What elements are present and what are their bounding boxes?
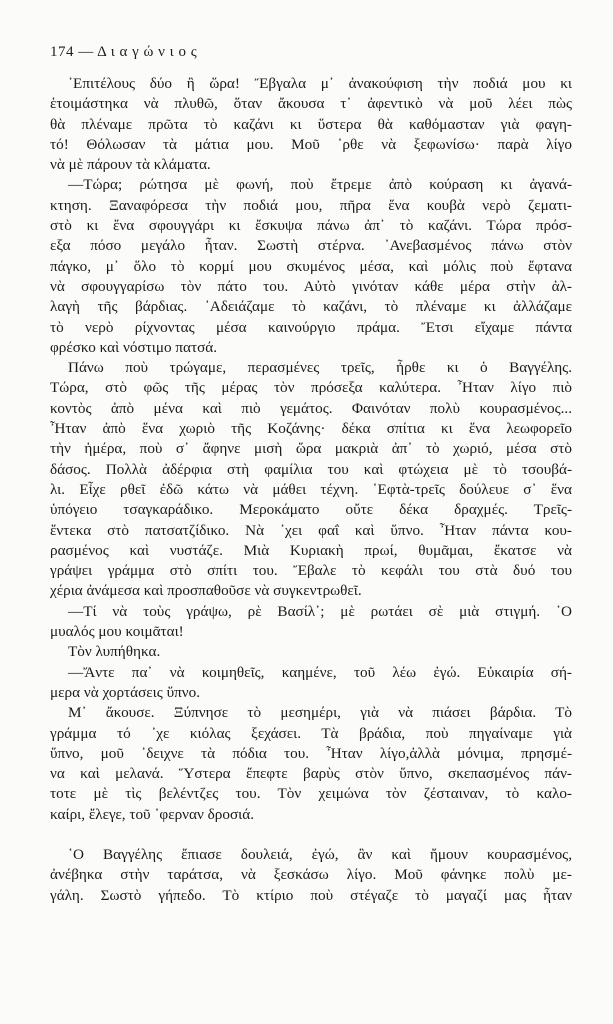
text-line: λαγὴ τῆς βάρδιας. ᾽Αδειάζαμε τὸ καζάνι, τὸ πλέναμε κι ἀλλάζαμε — [50, 298, 572, 316]
text-line: ρασμένος καὶ νυστάζε. Μιὰ Κυριακὴ πρωί, θυμᾶμαι, ἔκατσε νὰ — [50, 541, 572, 559]
text-line: Πάνω ποὺ τρώγαμε, περασμένες τρεῖς, ἦρθε κι ὁ Βαγγέλης. — [68, 359, 572, 377]
text-line: δάσος. Πολλὰ ἀδέρφια στὴ φαμίλια του καὶ φτώχεια μὲ τὸ τσουβά- — [50, 460, 572, 478]
text-line: ᾽Επιτέλους δύο ἢ ὥρα! Ἔβγαλα μ᾽ ἀνακούφιση τὴν ποδιά μου κι — [68, 75, 572, 92]
text-line: χέρια ἀνάμεσα καὶ προσπαθοῦσε νὰ συγκεντρωθεῖ. — [50, 582, 362, 600]
text-line: γράμμα τό ᾽χε κιόλας ξεχάσει. Τὰ βράδια, ποὺ πηγαίναμε γιὰ — [50, 724, 572, 742]
text-line: —Τώρα; ρώτησα μὲ φωνή, ποὺ ἔτρεμε ἀπὸ κούραση κι ἀγανά- — [68, 176, 572, 194]
text-line: —Ἄντε πα᾽ νὰ κοιμηθεῖς, καημένε, τοῦ λέω ἐγώ. Εὐκαιρία σή- — [68, 663, 572, 681]
text-line: στὸ κι ἕνα σφουγγάρι κι ἔσκυψα πάνω ἀπ᾽ τὸ καζάνι. Τώρα πρόσ- — [50, 217, 572, 235]
text-line: τὸ νερὸ ρίχνοντας μέσα καινούργιο πράμα. Ἔτσι εἴχαμε πάντα — [50, 318, 572, 336]
text-line: να καὶ μελανά. Ὕστερα ἔπεφτε βαρὺς στὸν ὕπνο, σκεπασμένος πάν- — [50, 765, 572, 783]
text-line: νὰ σφουγγαρίσω τὸν πάτο του. Αὐτὸ γινόταν κάθε μέρα στὴν ἀλ- — [50, 277, 572, 295]
text-line: Ἦταν ἀπὸ ἕνα χωριὸ τῆς Κοζάνης· δέκα σπίτια κι ἕνα λεωφορεῖο — [50, 420, 572, 438]
paragraph — [50, 703, 572, 825]
text-line: μερα νὰ χορτάσεις ὕπνο. — [50, 683, 201, 701]
text-line: ἑτοιμάστηκα νὰ πλυθῶ, ὅταν ἄκουσα τ᾽ ἀφεντικὸ νὰ μοῦ λέει πὼς — [50, 95, 572, 113]
paragraph — [50, 358, 572, 602]
paragraph — [50, 74, 572, 175]
text-line: καίρι, ἔλεγε, τοῦ ᾽φερναν δροσιά. — [50, 805, 255, 823]
text-line: ὑπόγειο τσαγκαράδικο. Μεροκάματο οὔτε δέκα δραχμές. Τρεῖς- — [50, 501, 572, 519]
text-line: —Τί νὰ τοὺς γράψω, ρὲ Βασίλ᾽; μὲ ρωτάει σὲ μιὰ στιγμή. ῾Ο — [68, 602, 572, 620]
text-line: τό! Θόλωσαν τὰ μάτια μου. Μοῦ ᾽ρθε νὰ ξεφωνίσω· παρὰ λίγο — [50, 135, 572, 153]
paragraph — [50, 642, 572, 662]
text-line: τοτε μὲ τὶς βελέντζες του. Τὸν χειμώνα τὸν ζέσταιναν, τὸ καλο- — [50, 785, 572, 803]
text-line: γράψει γράμμα στὸ σπίτι του. Ἔβαλε τὸ κεφάλι του στὰ δυό του — [50, 562, 572, 580]
text-line: ἀνέβηκα στὴν ταράτσα, νὰ ξεσκάσω λίγο. Μοῦ φάνηκε πολὺ με- — [50, 866, 572, 884]
text-line: ἕντεκα στὸ πατσατζίδικο. Νὰ ᾽χει φαΐ καὶ ὕπνο. Ἦταν πάντα κου- — [50, 521, 572, 539]
text-line: ῾Ο Βαγγέλης ἔπιασε δουλειά, ἐγώ, ἂν καὶ ἤμουν κουρασμένος, — [68, 845, 572, 863]
text-line: θὰ πλέναμε πρῶτα τὸ καζάνι κι ὕστερα θὰ καθόμασταν γιὰ φαγη- — [50, 115, 572, 133]
paragraph — [50, 602, 572, 643]
body-text — [50, 74, 572, 906]
text-line: κτηση. Ξαναφόρεσα τὴν ποδιά μου, πῆρα ἕνα κουβὰ νερὸ ζεματι- — [50, 196, 572, 214]
text-line: πάγκο, μ᾽ ὅλο τὸ κορμί μου σκυμένος μέσα, καὶ μόλις ποὺ ἔφτανα — [50, 257, 572, 275]
text-line: κοντὸς ἀπὸ μένα καὶ πιὸ γεμάτος. Φαινόταν πολὺ κουρασμένος... — [50, 399, 572, 417]
text-line: τὴν ἡμέρα, ποὺ σ᾽ ἄφηνε μισὴ ὥρα μακριὰ ἀπ᾽ τὸ χωριό, μέσα στὸ — [50, 440, 572, 458]
text-line: ὕπνο, μοῦ ᾽δειχνε τὰ πόδια του. Ἦταν λίγο,ἀλλὰ μόνιμα, πρησμέ- — [50, 744, 572, 762]
paragraph — [50, 845, 572, 906]
text-line: μυαλός μου κοιμᾶται! — [50, 623, 184, 641]
text-line: Τώρα, στὸ φῶς τῆς μέρας τὸν πρόσεξα καλύτερα. Ἦταν λίγο πιὸ — [50, 379, 572, 397]
paragraph — [50, 175, 572, 358]
text-line: εξα πόσο μεγάλο ἦταν. Σωστὴ στέρνα. ᾽Ανεβασμένος πάνω στὸν — [50, 237, 572, 255]
text-line: γάλη. Σωστὸ γήπεδο. Τὸ κτίριο ποὺ στέγαζε τὸ μαγαζί μας ἦταν — [50, 886, 572, 904]
text-line: λι. Εἶχε ρθεῖ ἐδῶ κάτω νὰ μάθει τέχνη. ῾Εφτὰ-τρεῖς δούλευε σ᾽ ἕνα — [50, 480, 572, 498]
paragraph — [50, 663, 572, 704]
text-line: νὰ μὲ πάρουν τὰ κλάματα. — [50, 156, 211, 174]
running-head: 174 — Δ ι α γ ώ ν ι ο ς — [50, 44, 198, 60]
text-line: Τὸν λυπήθηκα. — [68, 643, 161, 661]
text-line: Μ᾽ ἄκουσε. Ξύπνησε τὸ μεσημέρι, γιὰ νὰ πιάσει βάρδια. Τὸ — [68, 704, 572, 722]
text-line: φρέσκο καὶ νόστιμο πατσά. — [50, 338, 218, 356]
